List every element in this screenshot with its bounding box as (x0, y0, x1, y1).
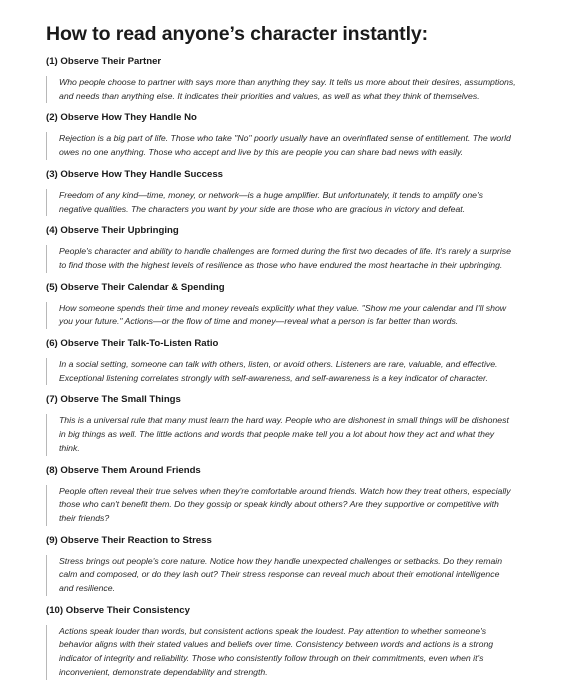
section-quote: Actions speak louder than words, but consistent actions speak the loudest. Pay attention to whether someone's behavior aligns with their stated values and beliefs over time. Consistency between words and actions is a strong indicator of integrity and reliability. Those who consistently follow through on their commitments, even when it's inconvenient, demonstrate dependability and strength. (46, 625, 516, 680)
page-title: How to read anyone’s character instantly: (46, 23, 429, 45)
section-heading: (2) Observe How They Handle No (46, 112, 197, 124)
section-heading: (3) Observe How They Handle Success (46, 168, 224, 180)
section-6 (46, 337, 516, 385)
section-2 (46, 111, 516, 159)
section-7 (46, 393, 516, 455)
section-quote: Rejection is a big part of life. Those who take "No" poorly usually have an overinflated sense of entitlement. The world owes no one anything. Those who accept and live by this are people you can share bad news with easily. (46, 132, 516, 159)
section-quote: Stress brings out people's core nature. Notice how they handle unexpected challenges or setbacks. Do they remain calm and composed, or do they lash out? Their stress response can reveal much about their emotional intelligence and resilience. (46, 555, 516, 596)
section-heading: (7) Observe The Small Things (46, 394, 181, 406)
section-quote: People often reveal their true selves when they're comfortable around friends. Watch how they treat others, especially those who can't benefit them. Do they gossip or speak kindly about others? Are they supportive or competitive with their friends? (46, 485, 516, 526)
section-8 (46, 464, 516, 526)
section-heading: (6) Observe Their Talk-To-Listen Ratio (46, 338, 219, 350)
section-5 (46, 281, 516, 329)
section-4 (46, 224, 516, 272)
section-3 (46, 168, 516, 216)
section-10 (46, 604, 516, 680)
section-quote: How someone spends their time and money reveals explicitly what they value. "Show me your calendar and I'll show you your future." Actions—or the flow of time and money—reveal what a person is far better than words. (46, 302, 516, 329)
section-heading: (10) Observe Their Consistency (46, 604, 190, 616)
section-heading: (9) Observe Their Reaction to Stress (46, 534, 212, 546)
section-heading: (8) Observe Them Around Friends (46, 464, 201, 476)
section-heading: (4) Observe Their Upbringing (46, 225, 179, 237)
section-heading: (5) Observe Their Calendar & Spending (46, 281, 225, 293)
section-quote: In a social setting, someone can talk with others, listen, or avoid others. Listeners are rare, valuable, and effective. Exceptional listening correlates strongly with self-awareness, and self-awareness is a key indicator of character. (46, 358, 516, 385)
section-quote: Freedom of any kind—time, money, or network—is a huge amplifier. But unfortunately, it tends to amplify one's negative qualities. The characters you want by your side are those who are gracious in victory and defeat. (46, 189, 516, 216)
section-heading: (1) Observe Their Partner (46, 56, 162, 67)
section-quote: Who people choose to partner with says more than anything they say. It tells us more about their desires, assumptions, and needs than anything else. It indicates their priorities and values, as well as what they think of themselves. (46, 76, 516, 103)
section-9 (46, 534, 516, 596)
section-1 (46, 55, 516, 103)
section-quote: People's character and ability to handle challenges are formed during the first two decades of life. It's rarely a surprise to find those with the highest levels of resilience as those who have endured the most heartache in their upbringing. (46, 245, 516, 272)
section-quote: This is a universal rule that many must learn the hard way. People who are dishonest in small things will be dishonest in big things as well. The little actions and words that people make tell you a lot about how they act and what they think. (46, 414, 516, 455)
